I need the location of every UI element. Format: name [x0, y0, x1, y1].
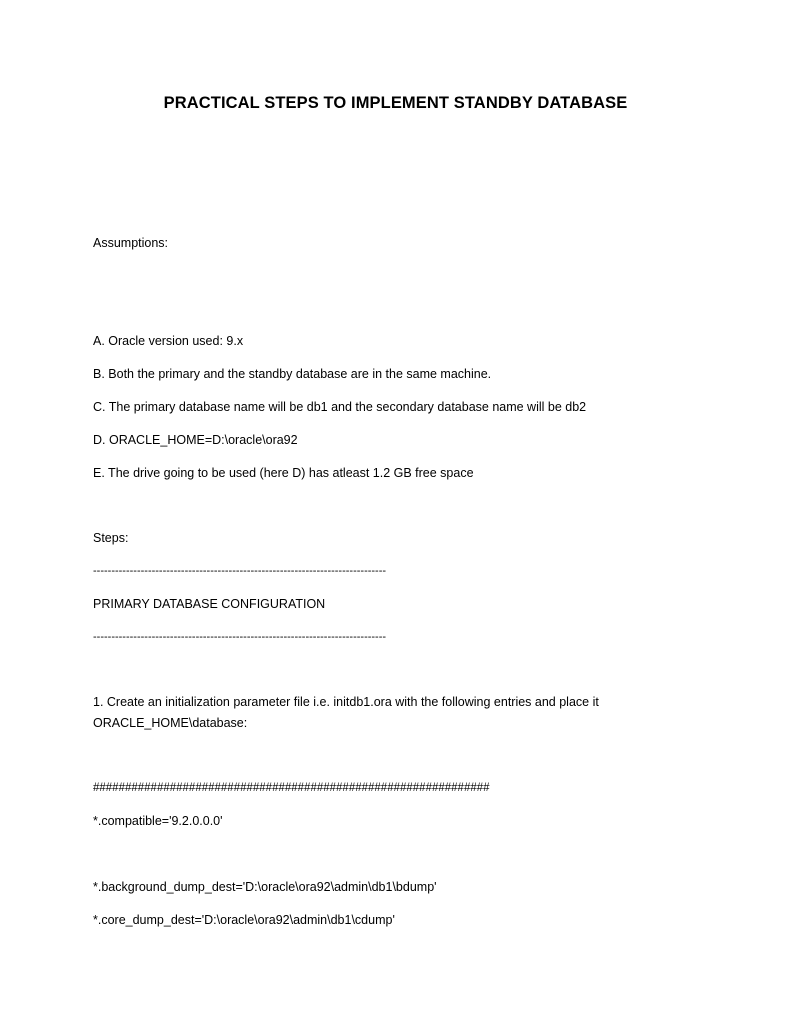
param-background-dump-dest: *.background_dump_dest='D:\oracle\ora92\admin\db1\bdump': [93, 880, 437, 894]
assumption-item-d: D. ORACLE_HOME=D:\oracle\ora92: [93, 433, 298, 447]
assumption-item-a: A. Oracle version used: 9.x: [93, 334, 244, 348]
separator-top: --------------------------------------------------------------------------------: [93, 565, 387, 577]
param-core-dump-dest: *.core_dump_dest='D:\oracle\ora92\admin\db1\cdump': [93, 913, 395, 927]
section-title: PRIMARY DATABASE CONFIGURATION: [93, 597, 326, 611]
assumption-item-c: C. The primary database name will be db1 and the secondary database name will be db2: [93, 400, 587, 414]
assumptions-heading: Assumptions:: [93, 236, 169, 250]
assumption-item-b: B. Both the primary and the standby database are in the same machine.: [93, 367, 492, 381]
steps-heading: Steps:: [93, 531, 129, 545]
hash-separator: ##############################################################: [93, 782, 490, 794]
document-title: PRACTICAL STEPS TO IMPLEMENT STANDBY DATABASE: [163, 94, 628, 112]
assumption-item-e: E. The drive going to be used (here D) has atleast 1.2 GB free space: [93, 466, 474, 480]
separator-bottom: --------------------------------------------------------------------------------: [93, 631, 387, 643]
param-compatible: *.compatible='9.2.0.0.0': [93, 814, 223, 828]
step-1-text: 1. Create an initialization parameter file i.e. initdb1.ora with the following entries and place it ORACLE_HOME\database:: [93, 695, 599, 730]
